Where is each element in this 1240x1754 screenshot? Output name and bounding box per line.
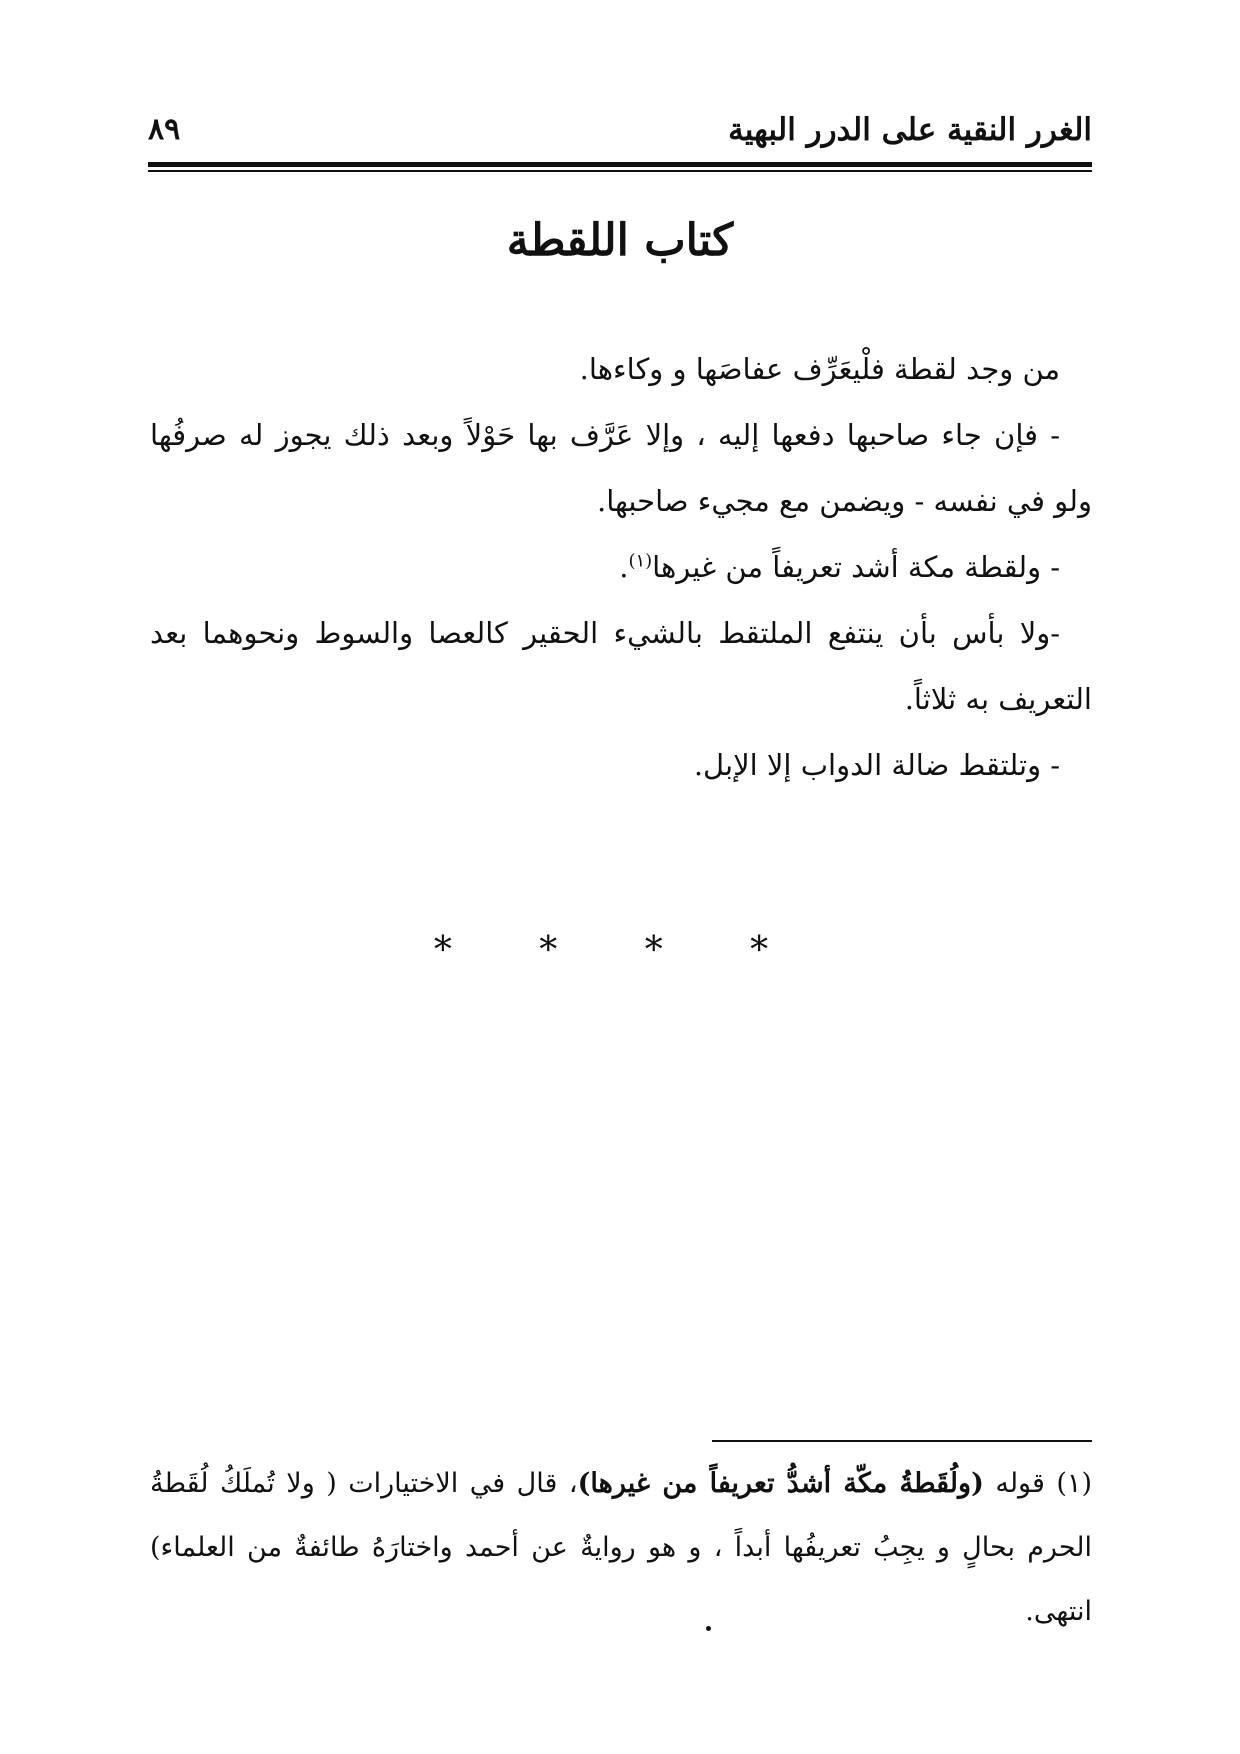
header-rule-thick — [148, 162, 1092, 167]
body-text — [150, 336, 1092, 798]
footnote-paragraph — [150, 1452, 1092, 1644]
footnote-quote: (ولُقَطةُ مكّة أشدُّ تعريفاً من غيرها) — [577, 1468, 984, 1499]
footnote — [150, 1452, 1092, 1644]
footnote-rule — [712, 1440, 1092, 1442]
page-number: ٨٩ — [148, 112, 181, 147]
body-paragraph-2: - فإن جاء صاحبها دفعها إليه ، وإلا عَرَّف بها حَوْلاً وبعد ذلك يجوز له صرفُها ولو في نفسه - ويضمن مع مجيء صاحبها. — [150, 418, 1092, 518]
header-rule-thin — [148, 170, 1092, 172]
footnote-text: ، قال في الاختيارات ( ولا تُملَكُ لُقَطةُ الحرم بحالٍ و يجِبُ تعريفُها أبداً ، و هو روايةٌ عن أحمد واختارَهُ طائفةٌ من العلماء) انتهى. — [150, 1468, 1092, 1627]
page-header — [148, 112, 1092, 152]
body-paragraph-4: -ولا بأس بأن ينتفع الملتقط بالشيء الحقير كالعصا والسوط ونحوهما بعد التعريف به ثلاثاً. — [150, 616, 1092, 716]
running-title: الغرر النقية على الدرر البهية — [728, 112, 1092, 148]
section-separator: * * * * — [433, 930, 807, 971]
body-paragraph-5: - وتلتقط ضالة الدواب إلا الإبل. — [693, 748, 1061, 782]
footnote-marker: (١) — [628, 550, 653, 572]
chapter-title: كتاب اللقطة — [506, 215, 734, 266]
body-paragraph-3 — [150, 534, 1092, 600]
print-speck — [706, 1626, 711, 1631]
footnote-number: (١) قوله — [995, 1468, 1092, 1499]
body-paragraph-3-end: . — [619, 550, 629, 584]
body-paragraph-1: من وجد لقطة فلْيعَرِّف عفاصَها و وكاءها. — [579, 352, 1061, 386]
body-paragraph-3-text: - ولقطة مكة أشد تعريفاً من غيرها — [652, 550, 1061, 584]
